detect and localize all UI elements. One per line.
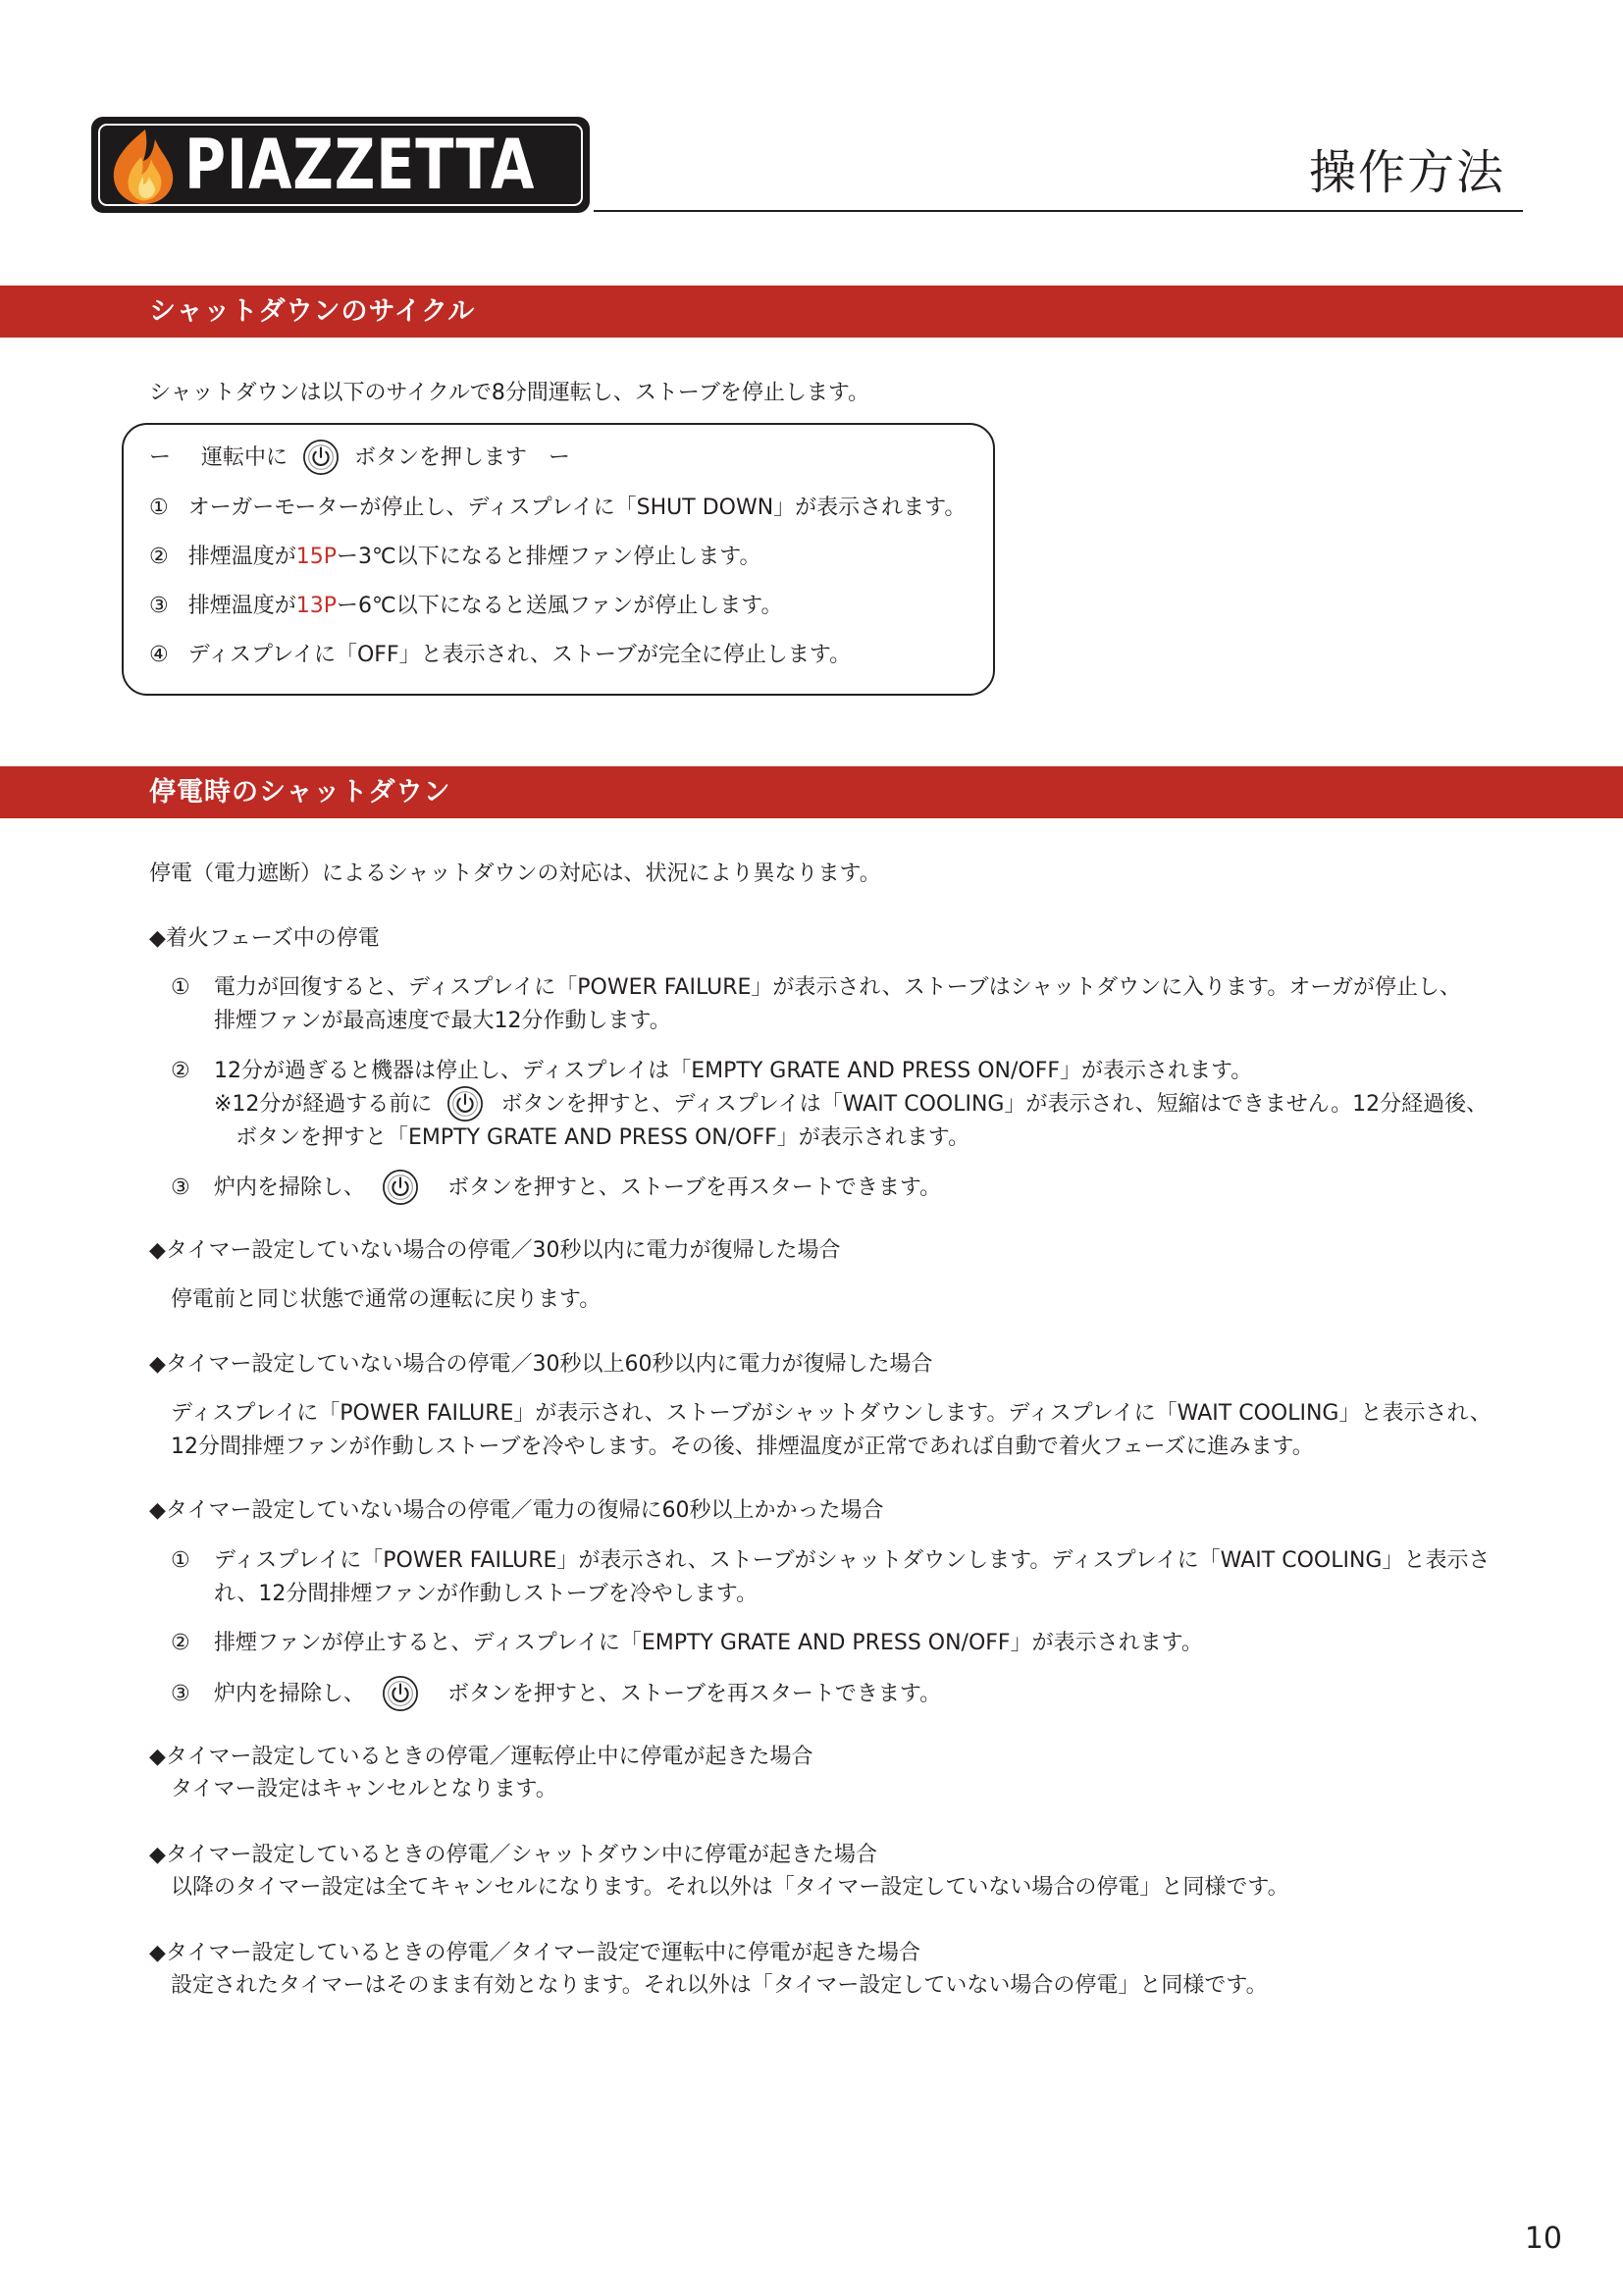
subsection-text: 設定されたタイマーはそのまま有効となります。それ以外は「タイマー設定していない場合の停電」と同様です。	[171, 1973, 1268, 1998]
power-button-icon	[302, 439, 340, 476]
list-item-text: 12分が過ぎると機器は停止し、ディスプレイは「EMPTY GRATE AND PRESS ON/OFF」が表示されます。	[214, 1059, 1253, 1083]
list-item-text: ディスプレイに「POWER FAILURE」が表示され、ストーブがシャットダウンします。ディスプレイに「WAIT COOLING」と表示さ	[214, 1548, 1491, 1573]
page-number: 10	[1524, 2221, 1562, 2256]
section-title: シャットダウンのサイクル	[149, 296, 476, 327]
subsection-heading: ◆タイマー設定していない場合の停電／電力の復帰に60秒以上かかった場合	[149, 1498, 884, 1523]
list-item-text: 炉内を掃除し、 ボタンを押すと、ストーブを再スタートできます。	[214, 1174, 941, 1203]
list-item-note: ※12分が経過する前に ボタンを押すと、ディスプレイは「WAIT COOLING」が表示され、短縮はできません。12分経過後、	[214, 1090, 1488, 1120]
list-item-text: 炉内を掃除し、 ボタンを押すと、ストーブを再スタートできます。	[214, 1680, 941, 1709]
box-line-text: ボタンを押します ー	[354, 445, 571, 470]
section-intro: 停電（電力遮断）によるシャットダウンの対応は、状況により異なります。	[149, 861, 881, 886]
list-item-text: れ、12分間排煙ファンが作動しストーブを冷やします。	[214, 1582, 759, 1606]
title-divider	[594, 210, 1523, 212]
power-button-icon	[382, 1675, 419, 1712]
section-intro: シャットダウンは以下のサイクルで8分間運転し、ストーブを停止します。	[149, 381, 870, 405]
list-item-number: ③	[171, 1175, 190, 1200]
subsection-heading: ◆タイマー設定しているときの停電／運転停止中に停電が起きた場合	[149, 1745, 813, 1769]
list-item: ② 排煙温度が15Pー3℃以下になると排煙ファン停止します。	[149, 545, 761, 569]
brand-logo	[91, 117, 590, 213]
subsection-heading: ◆タイマー設定していない場合の停電／30秒以内に電力が復帰した場合	[149, 1238, 841, 1263]
power-button-icon	[446, 1085, 484, 1122]
subsection-text: 12分間排煙ファンが作動しストーブを冷やします。その後、排煙温度が正常であれば自動で着火フェーズに進みます。	[171, 1435, 1314, 1459]
subsection-heading: ◆タイマー設定しているときの停電／シャットダウン中に停電が起きた場合	[149, 1843, 878, 1867]
flame-icon	[106, 128, 179, 206]
parameter-code: 15P	[295, 545, 338, 569]
subsection-text: ディスプレイに「POWER FAILURE」が表示され、ストーブがシャットダウンします。ディスプレイに「WAIT COOLING」と表示され、	[171, 1401, 1492, 1426]
list-item-number: ①	[171, 1548, 190, 1573]
box-line-start	[149, 444, 570, 473]
subsection-heading: ◆タイマー設定していない場合の停電／30秒以上60秒以内に電力が復帰した場合	[149, 1352, 933, 1377]
power-button-icon	[382, 1169, 419, 1206]
list-item-text: 電力が回復すると、ディスプレイに「POWER FAILURE」が表示され、ストーブはシャットダウンに入ります。オーガが停止し、	[214, 975, 1461, 1000]
list-item-text: ボタンを押すと「EMPTY GRATE AND PRESS ON/OFF」が表示されます。	[236, 1125, 970, 1150]
section-title: 停電時のシャットダウン	[149, 777, 451, 808]
section-header-power-failure	[0, 766, 1623, 818]
page-title: 操作方法	[1308, 145, 1505, 200]
list-item-number: ③	[171, 1682, 190, 1706]
dash-mark: ー	[149, 445, 172, 470]
list-item-number: ①	[171, 975, 190, 1000]
box-line-text: 運転中に	[201, 445, 288, 470]
list-item-number: ②	[171, 1631, 190, 1655]
subsection-heading: ◆タイマー設定しているときの停電／タイマー設定で運転中に停電が起きた場合	[149, 1941, 921, 1965]
section-header-shutdown-cycle	[0, 286, 1623, 338]
parameter-code: 13P	[295, 594, 338, 618]
list-item-number: ②	[171, 1059, 190, 1083]
list-item-text: 排煙ファンが停止すると、ディスプレイに「EMPTY GRATE AND PRESS ON/OFF」が表示されます。	[214, 1631, 1203, 1655]
list-item: ③ 排煙温度が13Pー6℃以下になると送風ファンが停止します。	[149, 594, 783, 618]
subsection-heading: ◆着火フェーズ中の停電	[149, 926, 380, 951]
list-item: ① オーガーモーターが停止し、ディスプレイに「SHUT DOWN」が表示されます。	[149, 496, 967, 520]
list-item-text: 排煙ファンが最高速度で最大12分作動します。	[214, 1009, 671, 1033]
subsection-text: 停電前と同じ状態で通常の運転に戻ります。	[171, 1287, 602, 1312]
list-item: ④ ディスプレイに「OFF」と表示され、ストーブが完全に停止します。	[149, 643, 852, 667]
logo-text: PIAZZETTA	[184, 125, 536, 205]
subsection-text: 以降のタイマー設定は全てキャンセルになります。それ以外は「タイマー設定していない場合の停電」と同様です。	[171, 1875, 1289, 1900]
subsection-text: タイマー設定はキャンセルとなります。	[171, 1777, 557, 1801]
